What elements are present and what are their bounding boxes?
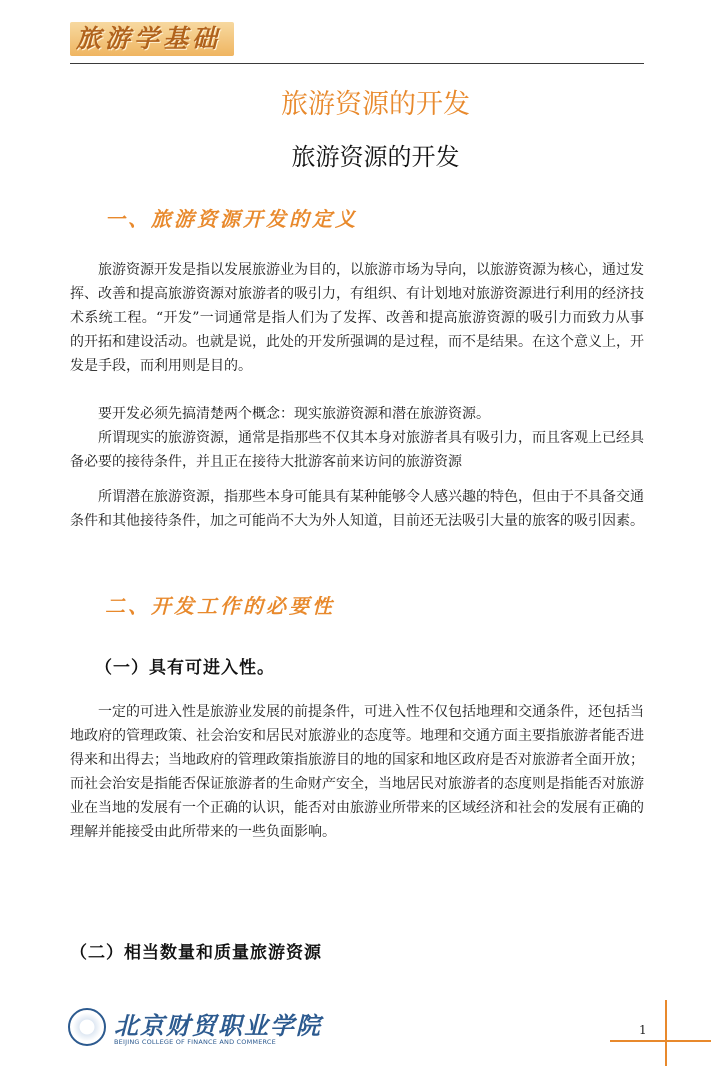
- header-logo-text: 旅游学基础: [76, 24, 222, 53]
- school-logo: [68, 1004, 322, 1052]
- page-subtitle: 旅游资源的开发: [291, 143, 460, 171]
- section-1-paragraph-2: 要开发必须先搞清楚两个概念：现实旅游资源和潜在旅游资源。: [98, 406, 490, 422]
- section-1-heading: 一、旅游资源开发的定义: [105, 207, 358, 231]
- school-seal-icon: [68, 1008, 106, 1046]
- subsection-2-heading: （二）相当数量和质量旅游资源: [70, 943, 322, 963]
- section-1-paragraph-3: 所谓现实的旅游资源，通常是指那些不仅其本身对旅游者具有吸引力，而且客观上已经具备必要的接待条件，并且正在接待大批游客前来访问的旅游资源: [70, 430, 644, 470]
- subsection-1-paragraph: 一定的可进入性是旅游业发展的前提条件，可进入性不仅包括地理和交通条件，还包括当地政府的管理政策、社会治安和居民对旅游业的态度等。地理和交通方面主要指旅游者能否进得来和出得去；当地政府的管理政策指旅游目的地的国家和地区政府是否对旅游者全面开放；而社会治安是指能否保证旅游者的生命财产安全，当地居民对旅游者的态度则是指能否对旅游业在当地的发展有一个正确的认识，能否对由旅游业所带来的区域经济和社会的发展有正确的理解并能接受由此所带来的一些负面影响。: [70, 704, 644, 840]
- section-2-heading: 二、开发工作的必要性: [105, 594, 335, 618]
- section-1-paragraph-1: 旅游资源开发是指以发展旅游业为目的，以旅游市场为导向，以旅游资源为核心，通过发挥、改善和提高旅游资源对旅游者的吸引力，有组织、有计划地对旅游资源进行利用的经济技术系统工程。“开发”一词通常是指人们为了发挥、改善和提高旅游资源的吸引力而致力从事的开拓和建设活动。也就是说，此处的开发所强调的是过程，而不是结果。在这个意义上，开发是手段，而利用则是目的。: [70, 262, 644, 374]
- school-name-cn: 北京财贸职业学院: [114, 1011, 322, 1040]
- header-logo: [70, 22, 234, 56]
- subsection-1-heading: （一）具有可进入性。: [95, 658, 275, 678]
- page-number: 1: [639, 1023, 647, 1037]
- school-name-en: BEIJING COLLEGE OF FINANCE AND COMMERCE: [114, 1038, 276, 1046]
- header-divider: [70, 63, 644, 64]
- crop-mark-vertical: [665, 1000, 667, 1066]
- section-1-paragraph-4: 所谓潜在旅游资源，指那些本身可能具有某种能够令人感兴趣的特色，但由于不具备交通条件和其他接待条件，加之可能尚不大为外人知道，目前还无法吸引大量的旅客的吸引因素。: [70, 489, 644, 529]
- crop-mark-horizontal: [610, 1040, 711, 1042]
- page-title: 旅游资源的开发: [281, 89, 470, 120]
